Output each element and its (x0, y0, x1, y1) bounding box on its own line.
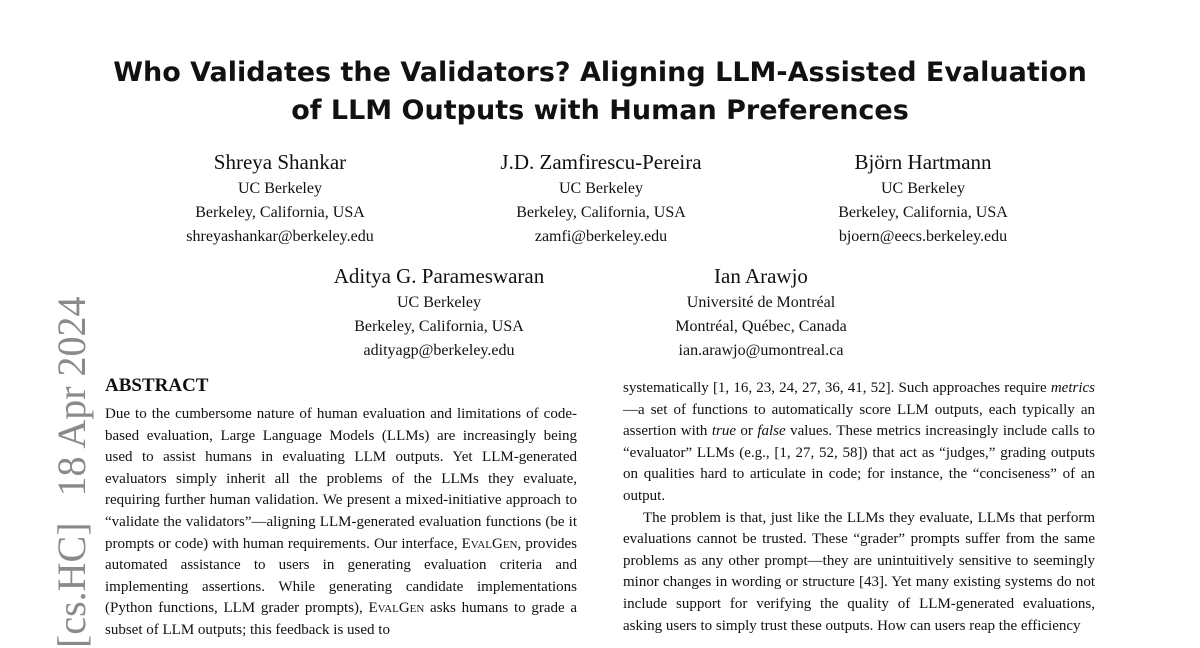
author-block (611, 261, 911, 363)
author-name: J.D. Zamfirescu-Pereira (500, 150, 702, 174)
author-name: Aditya G. Parameswaran (333, 264, 545, 288)
arxiv-date: 18 Apr 2024 (49, 296, 94, 497)
author-location: Montréal, Québec, Canada (675, 318, 847, 335)
paper-title-line-2: of LLM Outputs with Human Preferences (291, 95, 909, 126)
paper-title (0, 54, 1200, 130)
author-name: Björn Hartmann (854, 150, 992, 174)
author-email: shreyashankar@berkeley.edu (186, 228, 374, 245)
arxiv-category: [cs.HC] (49, 522, 94, 648)
author-name: Shreya Shankar (213, 150, 347, 174)
abstract-body (105, 404, 577, 642)
intro-body (623, 378, 1095, 637)
author-affiliation: UC Berkeley (881, 180, 965, 197)
author-affiliation: UC Berkeley (238, 180, 322, 197)
abstract-heading: ABSTRACT (105, 375, 209, 396)
author-email: zamfi@berkeley.edu (534, 228, 668, 245)
intro-paragraph: systematically [1, 16, 23, 24, 27, 36, 41, 52]. Such approaches require metrics—a set of functions to automatically score LLM outputs, each typically an assertion with true or false values. These metrics increasingly include calls to “evaluator” LLMs (e.g., [1, 27, 52, 58]) that act as “judges,” grading outputs on qualities hard to articulate in code; for instance, the “conciseness” of an output. (623, 380, 1095, 504)
author-block (773, 147, 1073, 249)
arxiv-identifier (49, 296, 94, 648)
abstract-paragraph: Due to the cumbersome nature of human evaluation and limitations of code-based evaluation, Large Language Models (LLMs) are increasingly being used to assist humans in evaluating LLM outputs. Yet LLM-generated evaluators simply inherit all the problems of the LLMs they evaluate, requiring further human validation. We present a mixed-initiative approach to “validate the validators”—aligning LLM-generated evaluation functions (be it prompts or code) with human requirements. Our interface, EvalGen, provides automated assistance to users in generating evaluation criteria and implementing assertions. While generating candidate implementations (Python functions, LLM grader prompts), EvalGen asks humans to grade a subset of LLM outputs; this feedback is used to (105, 406, 577, 638)
author-email: bjoern@eecs.berkeley.edu (838, 228, 1008, 245)
author-affiliation: UC Berkeley (559, 180, 643, 197)
author-email: adityagp@berkeley.edu (363, 342, 515, 359)
author-location: Berkeley, California, USA (838, 204, 1008, 221)
system-name: EvalGen (368, 600, 425, 617)
author-location: Berkeley, California, USA (354, 318, 524, 335)
paper-title-line-1: Who Validates the Validators? Aligning LLM-Assisted Evaluation (113, 57, 1087, 88)
author-location: Berkeley, California, USA (516, 204, 686, 221)
author-block (451, 147, 751, 249)
author-name: Ian Arawjo (714, 264, 808, 288)
author-affiliation: Université de Montréal (686, 294, 836, 311)
intro-paragraph: The problem is that, just like the LLMs they evaluate, LLMs that perform evaluations cannot be trusted. These “grader” prompts suffer from the same problems as any other prompt—they are unintuitively sensitive to seemingly minor changes in wording or structure [43]. Yet many existing systems do not include support for verifying the quality of LLM-generated evaluations, asking users to simply trust these outputs. How can users reap the efficiency (623, 509, 1095, 634)
author-block (289, 261, 589, 363)
system-name: EvalGen (461, 535, 518, 552)
author-block (130, 147, 430, 249)
author-affiliation: UC Berkeley (397, 294, 481, 311)
author-location: Berkeley, California, USA (195, 204, 365, 221)
author-email: ian.arawjo@umontreal.ca (678, 342, 844, 359)
